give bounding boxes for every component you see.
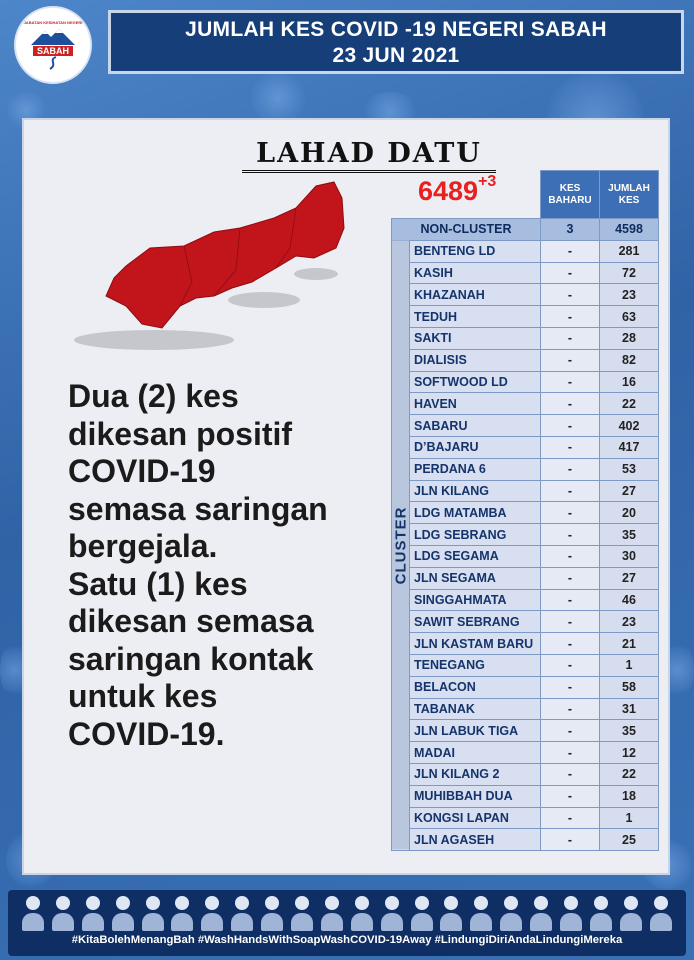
row-total: 30 [600, 545, 659, 567]
district-title: LAHAD DATU [242, 138, 496, 173]
table-row-non-cluster [392, 219, 659, 241]
row-total: 27 [600, 480, 659, 502]
person-icon [171, 896, 193, 932]
content-panel [22, 118, 670, 875]
person-icon [201, 896, 223, 932]
row-name: NON-CLUSTER [392, 219, 541, 241]
row-total: 18 [600, 785, 659, 807]
person-icon [590, 896, 612, 932]
row-total: 82 [600, 349, 659, 371]
row-name: LDG SEGAMA [410, 545, 541, 567]
row-name: HAVEN [410, 393, 541, 415]
person-icon [470, 896, 492, 932]
table-row [392, 742, 659, 764]
table-row [392, 807, 659, 829]
table-row [392, 240, 659, 262]
col-header-new: KES BAHARU [541, 171, 600, 219]
row-name: LDG SEBRANG [410, 524, 541, 546]
row-name: KONGSI LAPAN [410, 807, 541, 829]
table-row [392, 349, 659, 371]
person-icon [440, 896, 462, 932]
row-total: 23 [600, 284, 659, 306]
row-name: MUHIBBAH DUA [410, 785, 541, 807]
row-new: - [541, 306, 600, 328]
footer-banner [8, 890, 686, 956]
row-name: BELACON [410, 676, 541, 698]
row-new: - [541, 829, 600, 851]
row-name: JLN KASTAM BARU [410, 633, 541, 655]
table-row [392, 262, 659, 284]
table-row [392, 763, 659, 785]
row-new: - [541, 415, 600, 437]
row-name: D’BAJARU [410, 436, 541, 458]
desc-line: COVID-19. [68, 715, 225, 752]
row-new: - [541, 371, 600, 393]
desc-line: untuk kes [68, 678, 218, 714]
desc-line: saringan kontak [68, 640, 314, 677]
desc-line: dikesan positif [68, 415, 293, 452]
row-name: LDG MATAMBA [410, 502, 541, 524]
row-total: 35 [600, 524, 659, 546]
row-name: KHAZANAH [410, 284, 541, 306]
person-icon [411, 896, 433, 932]
table-row [392, 458, 659, 480]
desc-line: semasa saringan [68, 490, 328, 527]
row-name: JLN SEGAMA [410, 567, 541, 589]
page-header [108, 10, 684, 74]
row-name: PERDANA 6 [410, 458, 541, 480]
table-row [392, 284, 659, 306]
desc-line: bergejala. [68, 528, 218, 564]
row-new: - [541, 654, 600, 676]
row-name: MADAI [410, 742, 541, 764]
total-value: 6489 [418, 176, 479, 206]
person-icon [500, 896, 522, 932]
row-total: 417 [600, 436, 659, 458]
row-total: 402 [600, 415, 659, 437]
row-new: - [541, 240, 600, 262]
person-icon [321, 896, 343, 932]
row-total: 58 [600, 676, 659, 698]
desc-line: Satu (1) kes [68, 565, 248, 602]
cluster-table [391, 170, 659, 851]
person-icon [142, 896, 164, 932]
row-name: SINGGAHMATA [410, 589, 541, 611]
row-total: 22 [600, 763, 659, 785]
row-total: 63 [600, 306, 659, 328]
table-row [392, 393, 659, 415]
table-row [392, 436, 659, 458]
person-icon [650, 896, 672, 932]
table-row [392, 829, 659, 851]
table-row [392, 785, 659, 807]
desc-line: dikesan semasa [68, 603, 314, 639]
table-row [392, 502, 659, 524]
person-icon [560, 896, 582, 932]
row-total: 27 [600, 567, 659, 589]
table-row [392, 371, 659, 393]
row-total: 46 [600, 589, 659, 611]
person-icon [112, 896, 134, 932]
row-new: - [541, 742, 600, 764]
table-row [392, 720, 659, 742]
person-icon [530, 896, 552, 932]
row-total: 16 [600, 371, 659, 393]
row-new: - [541, 284, 600, 306]
row-new: - [541, 458, 600, 480]
person-icon [381, 896, 403, 932]
row-total: 28 [600, 327, 659, 349]
row-name: SAWIT SEBRANG [410, 611, 541, 633]
table-row [392, 698, 659, 720]
row-name: SAKTI [410, 327, 541, 349]
header-title: JUMLAH KES COVID -19 NEGERI SABAH [185, 18, 607, 41]
logo-top-text: JABATAN KESIHATAN NEGERI [23, 20, 83, 25]
people-strip [22, 896, 672, 932]
row-name: TENEGANG [410, 654, 541, 676]
person-icon [52, 896, 74, 932]
row-name: TEDUH [410, 306, 541, 328]
row-total: 72 [600, 262, 659, 284]
row-new: - [541, 502, 600, 524]
row-total: 22 [600, 393, 659, 415]
person-icon [351, 896, 373, 932]
row-new: - [541, 589, 600, 611]
row-total: 4598 [600, 219, 659, 241]
table-row [392, 633, 659, 655]
header-date: 23 JUN 2021 [332, 44, 460, 67]
row-total: 20 [600, 502, 659, 524]
row-new: - [541, 720, 600, 742]
sabah-health-logo [14, 6, 92, 84]
case-description [68, 378, 388, 753]
desc-line: COVID-19 [68, 453, 216, 489]
lahad-datu-map [64, 178, 364, 368]
row-total: 12 [600, 742, 659, 764]
table-row [392, 611, 659, 633]
table-row [392, 480, 659, 502]
col-header-total: JUMLAH KES [600, 171, 659, 219]
row-total: 281 [600, 240, 659, 262]
row-new: 3 [541, 219, 600, 241]
logo-name: SABAH [33, 46, 73, 56]
footer-hashtags: #KitaBolehMenangBah #WashHandsWithSoapWashCOVID-19Away #LindungiDiriAndaLindungiMereka [71, 934, 623, 946]
row-name: KASIH [410, 262, 541, 284]
row-name: JLN AGASEH [410, 829, 541, 851]
row-total: 25 [600, 829, 659, 851]
table-row [392, 306, 659, 328]
table-row [392, 524, 659, 546]
mountain-icon [31, 27, 75, 45]
row-total: 1 [600, 807, 659, 829]
person-icon [291, 896, 313, 932]
row-new: - [541, 611, 600, 633]
row-name: SOFTWOOD LD [410, 371, 541, 393]
row-total: 1 [600, 654, 659, 676]
table-row [392, 415, 659, 437]
row-name: BENTENG LD [410, 240, 541, 262]
row-new: - [541, 807, 600, 829]
table-row [392, 545, 659, 567]
person-icon [22, 896, 44, 932]
row-name: JLN KILANG [410, 480, 541, 502]
row-new: - [541, 349, 600, 371]
row-new: - [541, 567, 600, 589]
row-new: - [541, 785, 600, 807]
table-row [392, 327, 659, 349]
row-total: 31 [600, 698, 659, 720]
cluster-label: CLUSTER [392, 240, 410, 850]
row-total: 35 [600, 720, 659, 742]
table-row [392, 676, 659, 698]
table-row [392, 589, 659, 611]
row-new: - [541, 436, 600, 458]
row-new: - [541, 633, 600, 655]
row-new: - [541, 480, 600, 502]
row-name: JLN KILANG 2 [410, 763, 541, 785]
row-new: - [541, 393, 600, 415]
table-row [392, 567, 659, 589]
person-icon [82, 896, 104, 932]
row-name: SABARU [410, 415, 541, 437]
row-name: TABANAK [410, 698, 541, 720]
desc-line: Dua (2) kes [68, 378, 239, 414]
row-new: - [541, 763, 600, 785]
total-new: +3 [478, 173, 497, 190]
row-new: - [541, 262, 600, 284]
person-icon [620, 896, 642, 932]
row-total: 23 [600, 611, 659, 633]
person-icon [231, 896, 253, 932]
row-total: 21 [600, 633, 659, 655]
row-new: - [541, 698, 600, 720]
row-new: - [541, 524, 600, 546]
person-icon [261, 896, 283, 932]
row-new: - [541, 327, 600, 349]
row-new: - [541, 545, 600, 567]
row-name: DIALISIS [410, 349, 541, 371]
logo-swoosh-icon [48, 56, 58, 70]
table-row [392, 654, 659, 676]
row-name: JLN LABUK TIGA [410, 720, 541, 742]
row-new: - [541, 676, 600, 698]
row-total: 53 [600, 458, 659, 480]
